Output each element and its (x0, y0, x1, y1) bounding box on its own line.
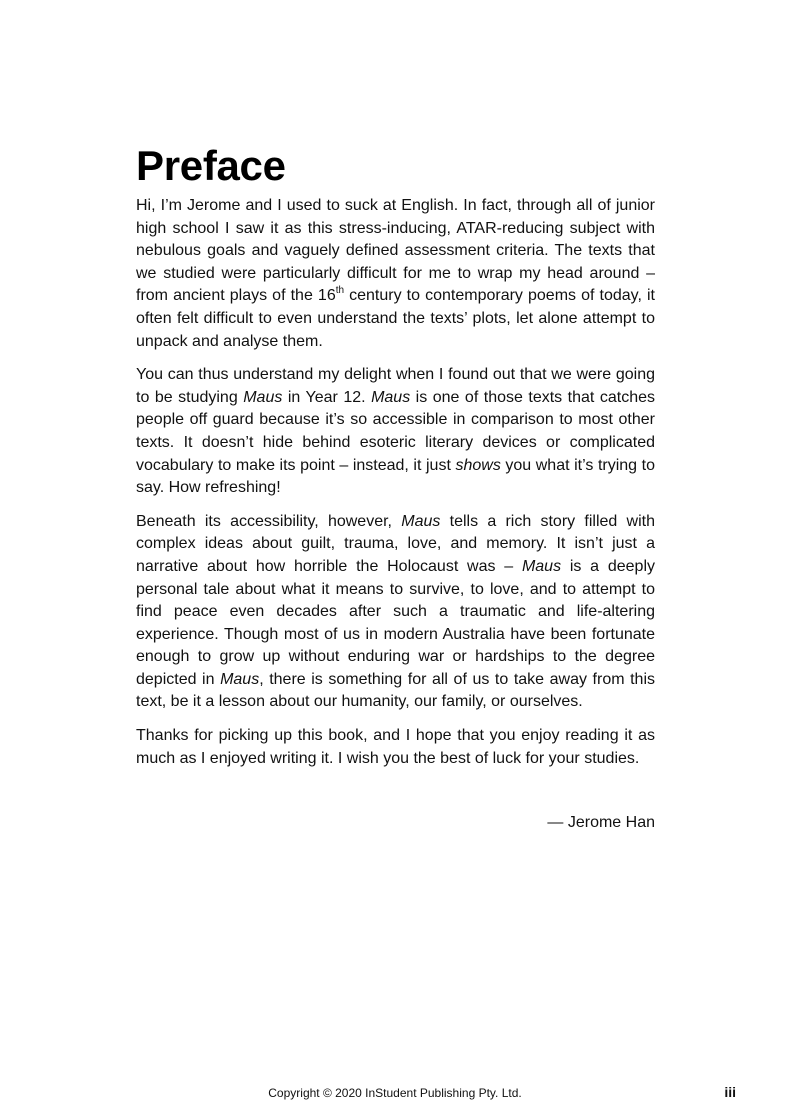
paragraph-themes (136, 511, 655, 714)
footer-copyright: Copyright © 2020 InStudent Publishing Pty. Ltd. (268, 1086, 522, 1100)
text-span: you what it’s trying to say. How refreshing! (136, 456, 655, 497)
text-span: century to contemporary poems of today, it often felt difficult to even understand the texts’ plots, let alone attempt to unpack and analyse them. (136, 287, 655, 350)
paragraph-maus-discovery (136, 364, 655, 500)
text-span: tells a rich story filled with complex ideas about guilt, trauma, love, and memory. It isn’t just a narrative about how horrible the Holocaust was – (136, 512, 656, 575)
italic-title: Maus (521, 557, 562, 575)
page-title: Preface (136, 142, 286, 189)
italic-title: Maus (220, 670, 260, 688)
text-span: You can thus understand my delight when I found out that we were going to be studying (136, 366, 655, 406)
page-number: iii (724, 1084, 736, 1100)
text-span: Beneath its accessibility, however, (136, 512, 402, 530)
text-span: is a deeply personal tale about what it means to survive, to love, and to attempt to find peace even decades after such a traumatic and life-altering experience. Though most of us in modern Australia have been fortunate enough to grow up without enduring war or hardships to the degree depicted in (136, 557, 656, 688)
text-span: , there is something for all of us to take away from this text, be it a lesson about our humanity, our family, or ourselves. (136, 670, 655, 711)
italic-title: Maus (243, 388, 283, 406)
paragraph-thanks: Thanks for picking up this book, and I hope that you enjoy reading it as much as I enjoyed writing it. I wish you the best of luck for your studies. (136, 727, 655, 767)
text-span: Hi, I’m Jerome and I used to suck at English. In fact, through all of junior high school I saw it as this stress-inducing, ATAR-reducing subject with nebulous goals and vaguely defined assessment criteria. The texts that we studied were particularly difficult for me to wrap my head around – from ancient plays of the 16 (136, 197, 655, 305)
superscript: th (335, 285, 345, 297)
italic-title: Maus (371, 388, 411, 406)
italic-title: Maus (401, 512, 441, 530)
author-signature: — Jerome Han (547, 814, 655, 831)
preface-body (136, 195, 655, 781)
text-span: is one of those texts that catches people off guard because it’s so accessible in comparison to most other texts. It doesn’t hide behind esoteric literary devices or complicated vocabulary to make its point – instead, it just (136, 388, 656, 474)
paragraph-intro (136, 195, 655, 353)
text-span: in Year 12. (282, 388, 372, 406)
italic-emphasis: shows (455, 456, 501, 474)
